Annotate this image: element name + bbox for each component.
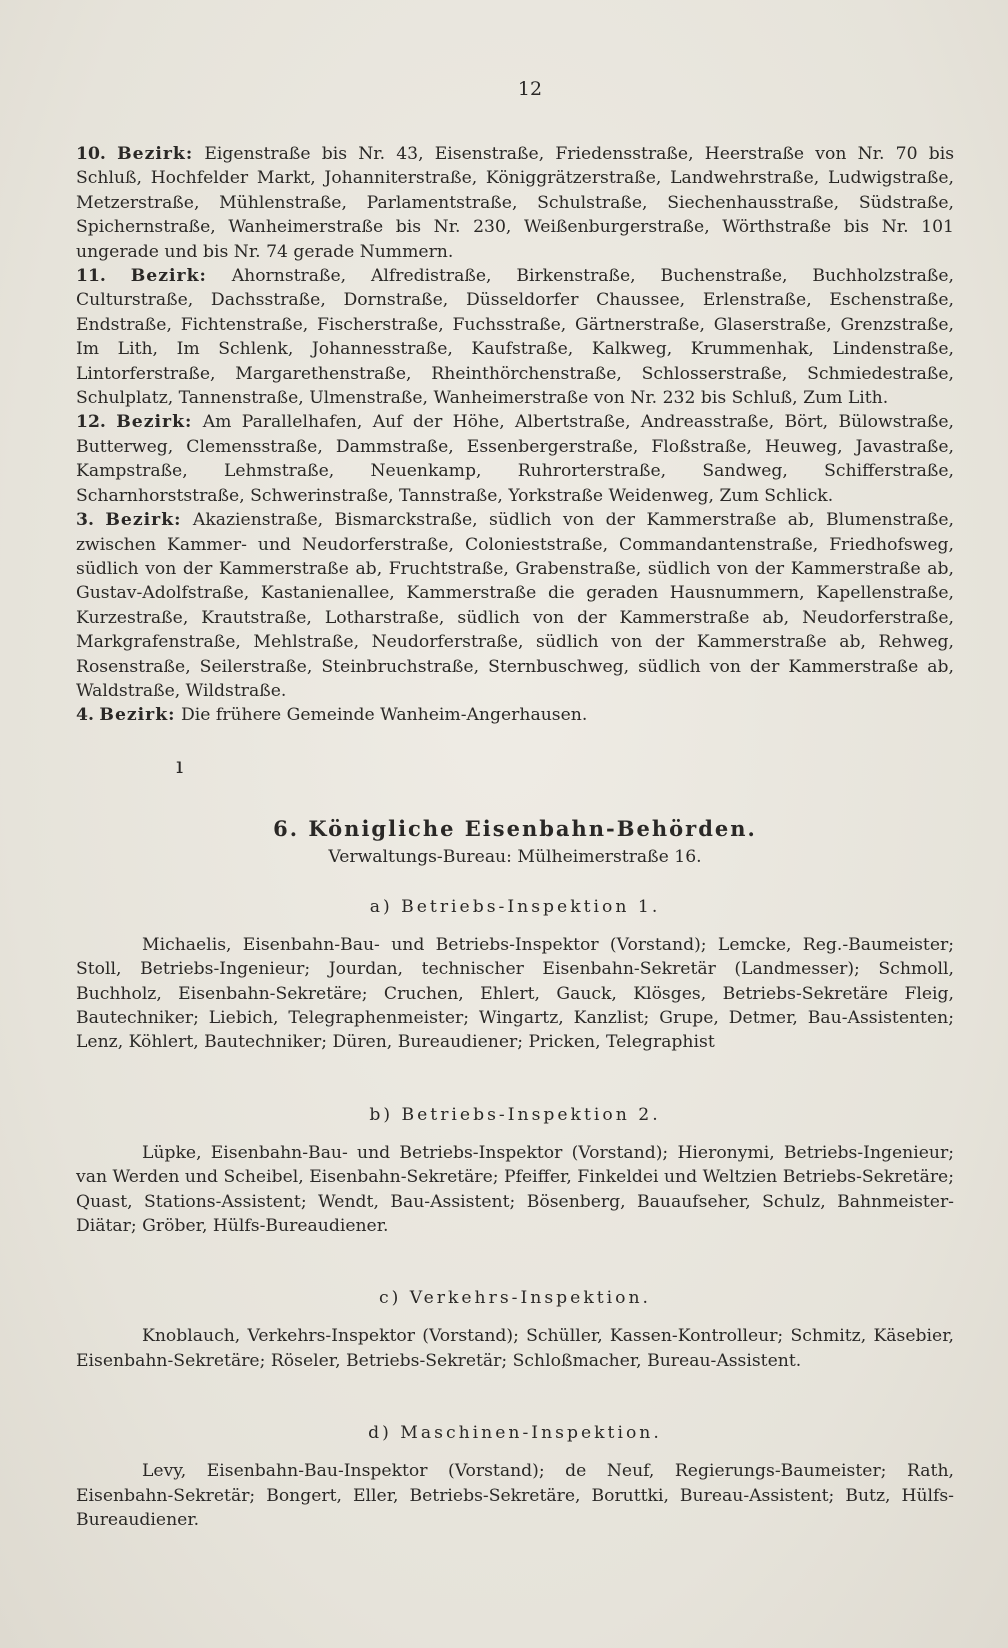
district-number: 11. — [76, 266, 106, 287]
page-number: 12 — [517, 78, 543, 100]
district-label: Bezirk: — [105, 510, 182, 531]
inspection-staff: Knoblauch, Verkehrs-Inspektor (Vorstand); Schüller, Kassen-Kontrolleur; Schmitz, Käsebier, Eisenbahn-Sekretäre; Röseler, Betriebs-Sekretär; Schloßmacher, Bureau-Assistent. — [76, 1326, 954, 1371]
inspection-heading: d) Maschinen-Inspektion. — [368, 1423, 662, 1444]
district-streets: Die frühere Gemeinde Wanheim-Angerhausen. — [180, 705, 588, 726]
stray-ink-mark: ı — [176, 753, 184, 779]
district-label: Bezirk: — [117, 144, 194, 164]
section-title: 6. Königliche Eisenbahn-Behörden. — [273, 815, 757, 841]
inspection-heading: b) Betriebs-Inspektion 2. — [369, 1104, 661, 1125]
inspection-staff: Lüpke, Eisenbahn-Bau- und Betriebs-Inspektor (Vorstand); Hieronymi, Betriebs-Ingenieur; van Werden und Scheibel, Eisenbahn-Sekretäre; Pfeiffer, Finkeldei und Weltzien Betriebs-Sekretäre; Quast, Stations-Assistent; Wendt, Bau-Assistent; Bösenberg, Bauaufseher, Schulz, Bahnmeister-Diätar; Gröber, Hülfs-Bureaudiener. — [76, 1142, 954, 1236]
district-number: 10. — [76, 144, 106, 164]
inspection-staff: Michaelis, Eisenbahn-Bau- und Betriebs-Inspektor (Vorstand); Lemcke, Reg.-Baumeister; Stoll, Betriebs-Ingenieur; Jourdan, technischer Eisenbahn-Sekretär (Landmesser); Schmoll, Buchholz, Eisenbahn-Sekretäre; Cruchen, Ehlert, Gauck, Klösges, Betriebs-Sekretäre Fleig, Bautechniker; Liebich, Telegraphenmeister; Wingartz, Kanzlist; Grupe, Detmer, Bau-Assistenten; Lenz, Köhlert, Bautechniker; Düren, Bureaudiener; Pricken, Telegraphist — [76, 934, 954, 1053]
district-entry — [76, 264, 954, 410]
district-label: Bezirk: — [130, 266, 207, 287]
district-streets: Ahornstraße, Alfredistraße, Birkenstraße, Buchenstraße, Buchholzstraße, Culturstraße, Dachsstraße, Dornstraße, Düsseldorfer Chaussee, Erlenstraße, Eschenstraße, Endstraße, Fichtenstraße, Fischerstraße, Fuchsstraße, Gärtnerstraße, Glaserstraße, Grenzstraße, Im Lith, Im Schlenk, Johannesstraße, Kaufstraße, Kalkweg, Krummenhak, Lindenstraße, Lintorferstraße, Margarethenstraße, Rheinthörchenstraße, Schlosserstraße, Schmiedestraße, Schulplatz, Tannenstraße, Ulmenstraße, Wanheimerstraße von Nr. 232 bis Schluß, Zum Lith. — [76, 266, 954, 409]
district-label: Bezirk: — [99, 705, 176, 726]
district-label: Bezirk: — [116, 412, 193, 433]
inspection-staff: Levy, Eisenbahn-Bau-Inspektor (Vorstand); de Neuf, Regierungs-Baumeister; Rath, Eisenbahn-Sekretär; Bongert, Eller, Betriebs-Sekretäre, Boruttki, Bureau-Assistent; Butz, Hülfs-Bureaudiener. — [76, 1461, 954, 1531]
district-number: 4. — [76, 705, 94, 726]
district-entry — [76, 508, 954, 703]
district-number: 3. — [76, 510, 94, 531]
district-streets: Akazienstraße, Bismarckstraße, südlich von der Kammerstraße ab, Blumenstraße, zwischen Kammer- und Neudorferstraße, Colonieststraße, Commandantenstraße, Friedhofsweg, südlich von der Kammerstraße ab, Fruchtstraße, Grabenstraße, südlich von der Kammerstraße ab, Gustav-Adolfstraße, Kastanienallee, Kammerstraße die geraden Hausnummern, Kapellenstraße, Kurzestraße, Krautstraße, Lotharstraße, südlich von der Kammerstraße ab, Neudorferstraße, Markgrafenstraße, Mehlstraße, Neudorferstraße, südlich von der Kammerstraße ab, Rehweg, Rosenstraße, Seilerstraße, Steinbruchstraße, Sternbuschweg, südlich von der Kammerstraße ab, Waldstraße, Wildstraße. — [76, 510, 955, 701]
district-streets: Am Parallelhafen, Auf der Höhe, Albertstraße, Andreasstraße, Bört, Bülowstraße, Butterweg, Clemensstraße, Dammstraße, Essenbergerstraße, Floßstraße, Heuweg, Javastraße, Kampstraße, Lehmstraße, Neuenkamp, Ruhrorterstraße, Sandweg, Schifferstraße, Scharnhorststraße, Schwerinstraße, Tannstraße, Yorkstraße Weidenweg, Zum Schlick. — [76, 412, 955, 506]
district-entry — [76, 142, 954, 264]
district-entry — [76, 410, 954, 508]
district-streets: Eigenstraße bis Nr. 43, Eisenstraße, Friedensstraße, Heerstraße von Nr. 70 bis Schluß, Hochfelder Markt, Johanniterstraße, Königgrätzerstraße, Landwehrstraße, Ludwigstraße, Metzerstraße, Mühlenstraße, Parlamentstraße, Schulstraße, Siechenhausstraße, Südstraße, Spichernstraße, Wanheimerstraße bis Nr. 230, Weißenburgerstraße, Wörthstraße bis Nr. 101 ungerade und bis Nr. 74 gerade Nummern. — [76, 144, 955, 262]
district-number: 12. — [76, 412, 106, 433]
inspection-heading: a) Betriebs-Inspektion 1. — [369, 896, 661, 917]
district-entry — [76, 703, 954, 727]
bureau-address: Verwaltungs-Bureau: Mülheimerstraße 16. — [328, 846, 702, 867]
inspection-heading: c) Verkehrs-Inspektion. — [378, 1288, 652, 1309]
